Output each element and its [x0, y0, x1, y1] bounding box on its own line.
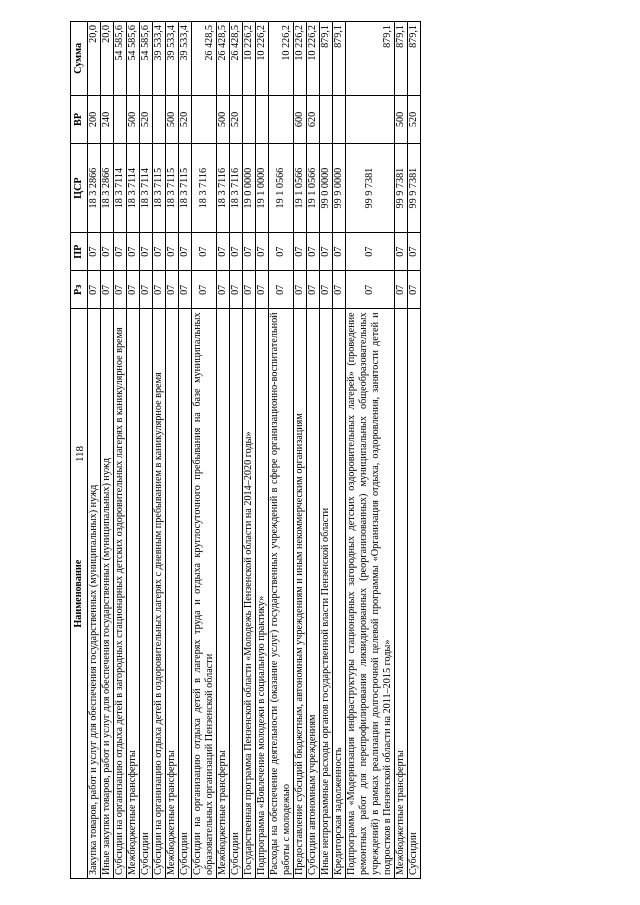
cell-csr: 18 3 7116: [230, 144, 243, 233]
cell-name: Субсидии: [179, 309, 192, 879]
cell-sum: 26 428,5: [192, 22, 217, 96]
cell-csr: 19 1 0000: [256, 144, 269, 233]
cell-pr: 07: [114, 233, 127, 271]
cell-vr: 500: [166, 95, 179, 143]
cell-rz: 07: [217, 271, 230, 309]
cell-name: Субсидии автономным учреждениям: [307, 309, 320, 879]
table-row: [346, 22, 395, 879]
cell-name: Межбюджетные трансферты: [395, 309, 408, 879]
table-row: [269, 22, 294, 879]
cell-vr: [153, 95, 166, 143]
cell-sum: 10 226,2: [256, 22, 269, 96]
cell-csr: 19 0 0000: [243, 144, 256, 233]
cell-pr: 07: [408, 233, 421, 271]
cell-pr: 07: [320, 233, 333, 271]
cell-vr: 240: [101, 95, 114, 143]
table-row: [114, 22, 127, 879]
cell-sum: 20,0: [88, 22, 101, 96]
cell-sum: 54 585,6: [140, 22, 153, 96]
cell-name: Субсидии на организацию отдыха детей в лагерях труда и отдыха круглосуточного пребывания на базе муниципальных образовательных организаций Пензенской области: [192, 309, 217, 879]
cell-rz: 07: [269, 271, 294, 309]
cell-name: Межбюджетные трансферты: [166, 309, 179, 879]
cell-vr: 600: [294, 95, 307, 143]
cell-sum: 39 533,4: [179, 22, 192, 96]
cell-sum: 879,1: [333, 22, 346, 96]
cell-csr: 18 3 7114: [114, 144, 127, 233]
cell-rz: 07: [333, 271, 346, 309]
cell-vr: 500: [127, 95, 140, 143]
cell-sum: 54 585,6: [127, 22, 140, 96]
cell-vr: [114, 95, 127, 143]
cell-vr: 200: [88, 95, 101, 143]
table-row: [294, 22, 307, 879]
header-vr: ВР: [71, 95, 88, 143]
cell-sum: 39 533,4: [153, 22, 166, 96]
cell-vr: [269, 95, 294, 143]
cell-vr: [256, 95, 269, 143]
cell-csr: 18 3 2866: [88, 144, 101, 233]
cell-name: Иные закупки товаров, работ и услуг для обеспечения государственных (муниципальных) нужд: [101, 309, 114, 879]
cell-pr: 07: [179, 233, 192, 271]
cell-csr: 99 0 0000: [320, 144, 333, 233]
header-csr: ЦСР: [71, 144, 88, 233]
cell-pr: 07: [192, 233, 217, 271]
cell-vr: [243, 95, 256, 143]
table-row: [243, 22, 256, 879]
cell-sum: 39 533,4: [166, 22, 179, 96]
cell-pr: 07: [346, 233, 395, 271]
cell-csr: 18 3 7114: [140, 144, 153, 233]
table-row: [192, 22, 217, 879]
budget-table: [70, 21, 421, 879]
cell-vr: 500: [395, 95, 408, 143]
cell-name: Расходы на обеспечение деятельности (оказание услуг) государственных учреждений в сфере организационно-воспитательной работы с молодежью: [269, 309, 294, 879]
cell-name: Иные непрограммные расходы органов государственной власти Пензенской области: [320, 309, 333, 879]
table-row: [307, 22, 320, 879]
cell-name: Государственная программа Пензенской области «Молодежь Пензенской области на 2014–2020 годы»: [243, 309, 256, 879]
cell-pr: 07: [256, 233, 269, 271]
cell-rz: 07: [230, 271, 243, 309]
cell-vr: [192, 95, 217, 143]
cell-sum: 10 226,2: [269, 22, 294, 96]
rotated-page-content: [70, 21, 567, 879]
cell-csr: 19 1 0566: [269, 144, 294, 233]
cell-sum: 879,1: [408, 22, 421, 96]
page-number: 118: [74, 445, 86, 463]
table-header-row: [71, 22, 88, 879]
cell-rz: 07: [88, 271, 101, 309]
cell-vr: [333, 95, 346, 143]
cell-sum: 20,0: [101, 22, 114, 96]
cell-sum: 10 226,2: [307, 22, 320, 96]
cell-csr: 18 3 2866: [101, 144, 114, 233]
cell-rz: 07: [127, 271, 140, 309]
cell-vr: 500: [217, 95, 230, 143]
cell-pr: 07: [101, 233, 114, 271]
cell-name: Закупка товаров, работ и услуг для обеспечения государственных (муниципальных) нужд: [88, 309, 101, 879]
cell-sum: 10 226,2: [294, 22, 307, 96]
cell-name: Кредиторская задолженность: [333, 309, 346, 879]
cell-vr: [320, 95, 333, 143]
cell-pr: 07: [395, 233, 408, 271]
cell-rz: 07: [192, 271, 217, 309]
cell-vr: 520: [230, 95, 243, 143]
table-row: [230, 22, 243, 879]
cell-csr: 18 3 7114: [127, 144, 140, 233]
cell-rz: 07: [256, 271, 269, 309]
cell-sum: 10 226,2: [243, 22, 256, 96]
cell-sum: 26 428,5: [230, 22, 243, 96]
header-pr: ПР: [71, 233, 88, 271]
cell-name: Предоставление субсидий бюджетным, автономным учреждениям и иным некоммерческим организациям: [294, 309, 307, 879]
cell-pr: 07: [166, 233, 179, 271]
cell-rz: 07: [408, 271, 421, 309]
cell-name: Субсидии: [140, 309, 153, 879]
table-row: [166, 22, 179, 879]
table-row: [127, 22, 140, 879]
cell-vr: 520: [408, 95, 421, 143]
cell-rz: 07: [114, 271, 127, 309]
cell-csr: 99 9 0000: [333, 144, 346, 233]
cell-vr: 620: [307, 95, 320, 143]
table-row: [179, 22, 192, 879]
table-row: [153, 22, 166, 879]
header-name: Наименование: [71, 309, 88, 879]
cell-csr: 19 1 0566: [294, 144, 307, 233]
cell-rz: 07: [346, 271, 395, 309]
cell-pr: 07: [153, 233, 166, 271]
table-row: [140, 22, 153, 879]
cell-csr: 99 9 7381: [395, 144, 408, 233]
cell-sum: 54 585,6: [114, 22, 127, 96]
cell-pr: 07: [269, 233, 294, 271]
cell-name: Подпрограмма «Вовлечение молодежи в социальную практику»: [256, 309, 269, 879]
cell-rz: 07: [101, 271, 114, 309]
cell-rz: 07: [166, 271, 179, 309]
cell-name: Субсидии: [230, 309, 243, 879]
cell-sum: 879,1: [346, 22, 395, 96]
cell-rz: 07: [294, 271, 307, 309]
cell-csr: 18 3 7115: [166, 144, 179, 233]
cell-sum: 879,1: [395, 22, 408, 96]
cell-pr: 07: [333, 233, 346, 271]
table-row: [408, 22, 421, 879]
cell-name: Субсидии на организацию отдыха детей в оздоровительных лагерях с дневным пребыванием в каникулярное время: [153, 309, 166, 879]
table-row: [88, 22, 101, 879]
header-sum: Сумма: [71, 22, 88, 96]
table-row: [217, 22, 230, 879]
cell-name: Подпрограмма «Модернизация инфраструктуры стационарных загородных детских оздоровительных лагерей» (проведение ремонтных работ для перепрофилирования ликвидированных (реорганизованных) муниципальных общеобразовательных учреждений) в рамках реализации долгосрочной целевой программы «Организация отдыха, оздоровления, занятости детей и подростков в Пензенской области на 2011–2015 годы»: [346, 309, 395, 879]
cell-csr: 18 3 7116: [217, 144, 230, 233]
cell-csr: 18 3 7115: [153, 144, 166, 233]
cell-pr: 07: [88, 233, 101, 271]
cell-pr: 07: [230, 233, 243, 271]
cell-rz: 07: [243, 271, 256, 309]
cell-name: Субсидии: [408, 309, 421, 879]
cell-rz: 07: [153, 271, 166, 309]
cell-vr: [346, 95, 395, 143]
cell-pr: 07: [140, 233, 153, 271]
cell-sum: 879,1: [320, 22, 333, 96]
cell-name: Межбюджетные трансферты: [127, 309, 140, 879]
table-row: [395, 22, 408, 879]
cell-pr: 07: [217, 233, 230, 271]
cell-name: Субсидии на организацию отдыха детей в загородных стационарных детских оздоровительных лагерях в каникулярное время: [114, 309, 127, 879]
table-row: [101, 22, 114, 879]
cell-sum: 26 428,5: [217, 22, 230, 96]
cell-csr: 19 1 0566: [307, 144, 320, 233]
cell-rz: 07: [179, 271, 192, 309]
cell-rz: 07: [140, 271, 153, 309]
cell-pr: 07: [307, 233, 320, 271]
cell-csr: 18 3 7116: [192, 144, 217, 233]
cell-name: Межбюджетные трансферты: [217, 309, 230, 879]
cell-pr: 07: [127, 233, 140, 271]
table-row: [320, 22, 333, 879]
table-row: [333, 22, 346, 879]
cell-pr: 07: [243, 233, 256, 271]
cell-csr: 99 9 7381: [408, 144, 421, 233]
cell-rz: 07: [395, 271, 408, 309]
cell-pr: 07: [294, 233, 307, 271]
cell-csr: 18 3 7115: [179, 144, 192, 233]
table-row: [256, 22, 269, 879]
cell-csr: 99 9 7381: [346, 144, 395, 233]
header-rz: Рз: [71, 271, 88, 309]
cell-vr: 520: [179, 95, 192, 143]
cell-rz: 07: [320, 271, 333, 309]
cell-vr: 520: [140, 95, 153, 143]
cell-rz: 07: [307, 271, 320, 309]
table-body: [88, 22, 421, 879]
